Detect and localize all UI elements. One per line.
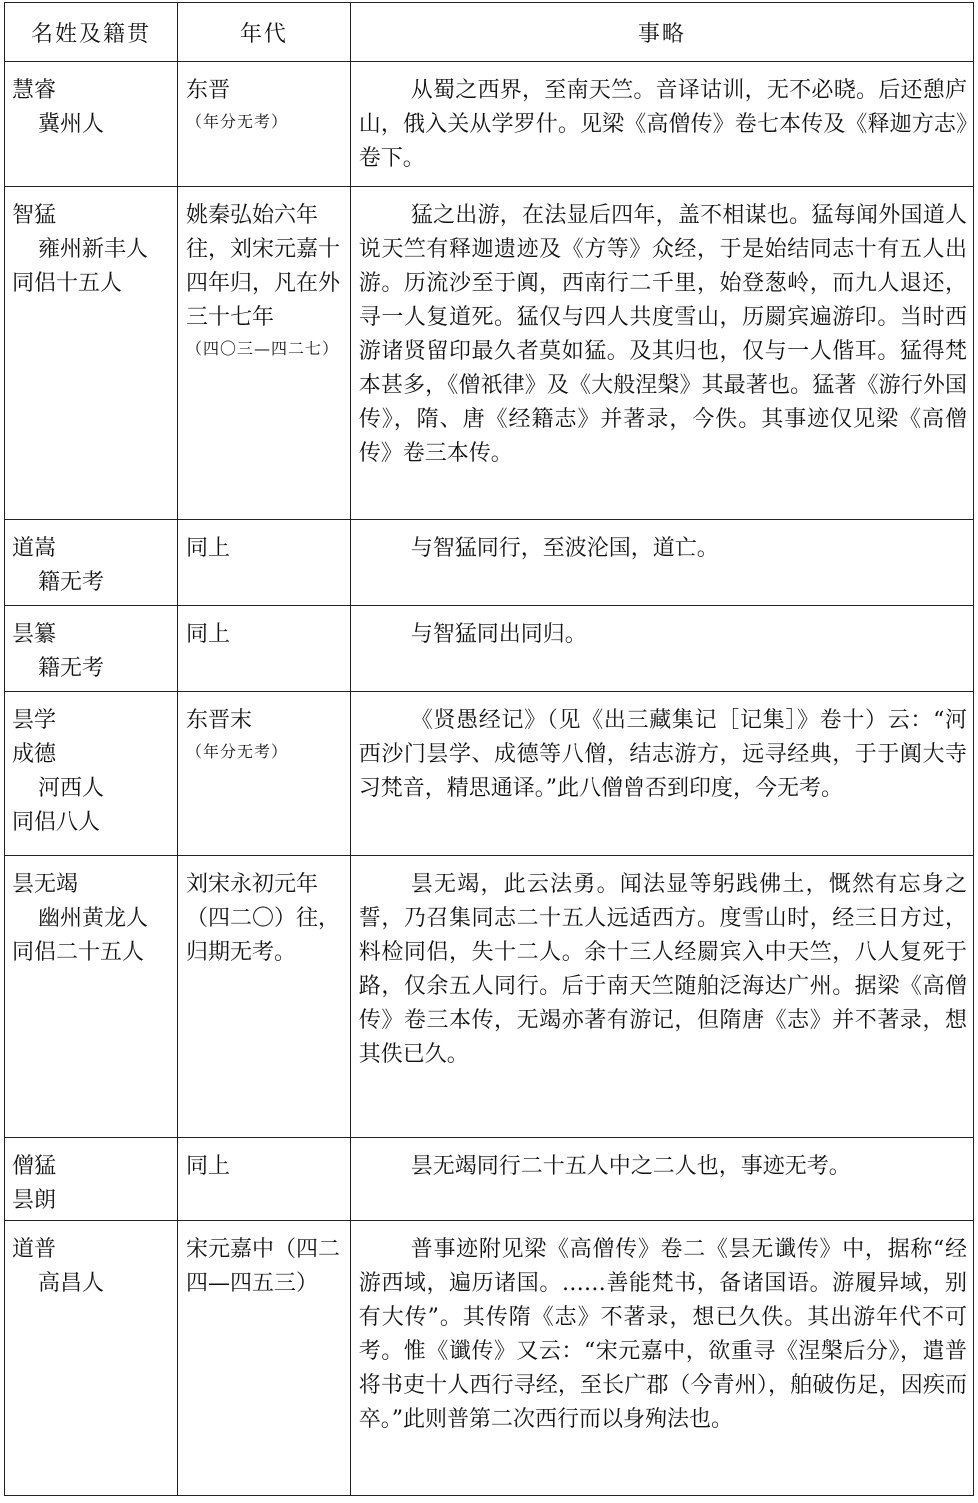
monk-origin: 雍州新丰人 — [38, 237, 149, 262]
summary-cell — [350, 187, 973, 520]
name-cell — [5, 692, 178, 856]
monk-name: 僧猛 — [12, 1154, 57, 1179]
name-cell — [5, 606, 178, 692]
monk-origin: 冀州人 — [38, 112, 105, 137]
era-text: 同上 — [185, 622, 230, 647]
era-text: 姚秦弘始六年往，刘宋元嘉十四年归，凡在外三十七年 — [185, 203, 340, 330]
monk-origin: 籍无考 — [38, 656, 105, 681]
name-cell — [5, 62, 178, 187]
era-cell — [177, 692, 350, 856]
summary-cell — [350, 856, 973, 1138]
era-cell — [177, 62, 350, 187]
era-cell — [177, 1221, 350, 1496]
monk-name: 昙学 — [12, 708, 57, 733]
header-summary: 事略 — [350, 3, 973, 62]
era-text: 东晋 — [185, 78, 230, 103]
era-note: （四〇三—四二七） — [185, 339, 339, 358]
summary-text: 与智猛同出同归。 — [410, 622, 587, 647]
summary-cell — [350, 692, 973, 856]
name-cell — [5, 187, 178, 520]
era-cell — [177, 520, 350, 606]
era-text: 同上 — [185, 536, 230, 561]
table-row — [5, 187, 974, 520]
monk-name: 慧睿 — [12, 78, 57, 103]
table-row — [5, 520, 974, 606]
era-text: 宋元嘉中（四二四—四五三） — [185, 1237, 340, 1296]
summary-text: 昙无竭，此云法勇。闻法显等躬践佛土，慨然有忘身之誓，乃召集同志二十五人远适西方。度雪山时，经三日方过，料检同侣，失十二人。余十三人经罽宾入中天竺，八人复死于路，仅余五人同行。后于南天竺随舶泛海达广州。据梁《高僧传》卷三本传，无竭亦著有游记，但隋唐《志》并不著录，想其佚已久。 — [358, 872, 967, 1067]
companions: 同侣八人 — [12, 810, 101, 835]
name-cell — [5, 856, 178, 1138]
era-note: （年分无考） — [185, 112, 288, 131]
monk-origin: 幽州黄龙人 — [38, 906, 149, 931]
monk-name: 智猛 — [12, 203, 57, 228]
summary-text: 《贤愚经记》（见《出三藏集记［记集］》卷十）云：“河西沙门昙学、成德等八僧，结志游方，远寻经典，于于阗大寺习梵音，精思通译。”此八僧曾否到印度，今无考。 — [358, 708, 967, 801]
summary-cell — [350, 520, 973, 606]
header-era: 年代 — [177, 3, 350, 62]
summary-cell — [350, 62, 973, 187]
name-cell — [5, 1138, 178, 1221]
summary-text: 昙无竭同行二十五人中之二人也，事迹无考。 — [410, 1154, 851, 1179]
monk-name: 昙朗 — [12, 1188, 57, 1213]
summary-text: 普事迹附见梁《高僧传》卷二《昙无谶传》中，据称“经游西域，遍历诸国。……善能梵书，备诸国语。游履异域，别有大传”。其传隋《志》不著录，想已久佚。其出游年代不可考。惟《谶传》又云：“宋元嘉中，欲重寻《涅槃后分》，遣普将书吏十人西行寻经，至长广郡（今青州），舶破伤足，因疾而卒。”此则普第二次西行而以身殉法也。 — [358, 1237, 967, 1432]
era-text: 刘宋永初元年（四二〇）往，归期无考。 — [185, 872, 340, 965]
summary-cell — [350, 1138, 973, 1221]
monk-origin: 河西人 — [38, 776, 105, 801]
table-row — [5, 856, 974, 1138]
monk-name: 昙无竭 — [12, 872, 79, 897]
table-row — [5, 606, 974, 692]
monk-name: 道普 — [12, 1237, 57, 1262]
monk-name: 昙纂 — [12, 622, 57, 647]
era-cell — [177, 606, 350, 692]
era-note: （年分无考） — [185, 742, 288, 761]
summary-cell — [350, 1221, 973, 1496]
companions: 同侣十五人 — [12, 271, 123, 296]
table-row — [5, 62, 974, 187]
era-cell — [177, 1138, 350, 1221]
era-text: 同上 — [185, 1154, 230, 1179]
summary-text: 猛之出游，在法显后四年，盖不相谋也。猛每闻外国道人说天竺有释迦遗迹及《方等》众经，于是始结同志十有五人出游。历流沙至于阗，西南行二千里，始登葱岭，而九人退还，寻一人复道死。猛仅与四人共度雪山，历罽宾遍游印。当时西游诸贤留印最久者莫如猛。及其归也，仅与一人偕耳。猛得梵本甚多，《僧祇律》及《大般涅槃》其最著也。猛著《游行外国传》，隋、唐《经籍志》并著录，今佚。其事迹仅见梁《高僧传》卷三本传。 — [358, 203, 967, 466]
companions: 同侣二十五人 — [12, 940, 145, 965]
era-text: 东晋末 — [185, 708, 252, 733]
name-cell — [5, 1221, 178, 1496]
table-row — [5, 1221, 974, 1496]
header-row — [5, 3, 974, 62]
monk-origin: 籍无考 — [38, 570, 105, 595]
summary-cell — [350, 606, 973, 692]
monk-name: 成德 — [12, 742, 57, 767]
name-cell — [5, 520, 178, 606]
monk-name: 道嵩 — [12, 536, 57, 561]
summary-text: 从蜀之西界，至南天竺。音译诂训，无不必晓。后还憩庐山，俄入关从学罗什。见梁《高僧传》卷七本传及《释迦方志》卷下。 — [358, 78, 967, 171]
header-name-origin: 名姓及籍贯 — [5, 3, 178, 62]
monks-table — [4, 2, 974, 1496]
era-cell — [177, 187, 350, 520]
era-cell — [177, 856, 350, 1138]
monk-origin: 高昌人 — [38, 1271, 105, 1296]
summary-text: 与智猛同行，至波沦国，道亡。 — [410, 536, 719, 561]
table-row — [5, 1138, 974, 1221]
table-row — [5, 692, 974, 856]
